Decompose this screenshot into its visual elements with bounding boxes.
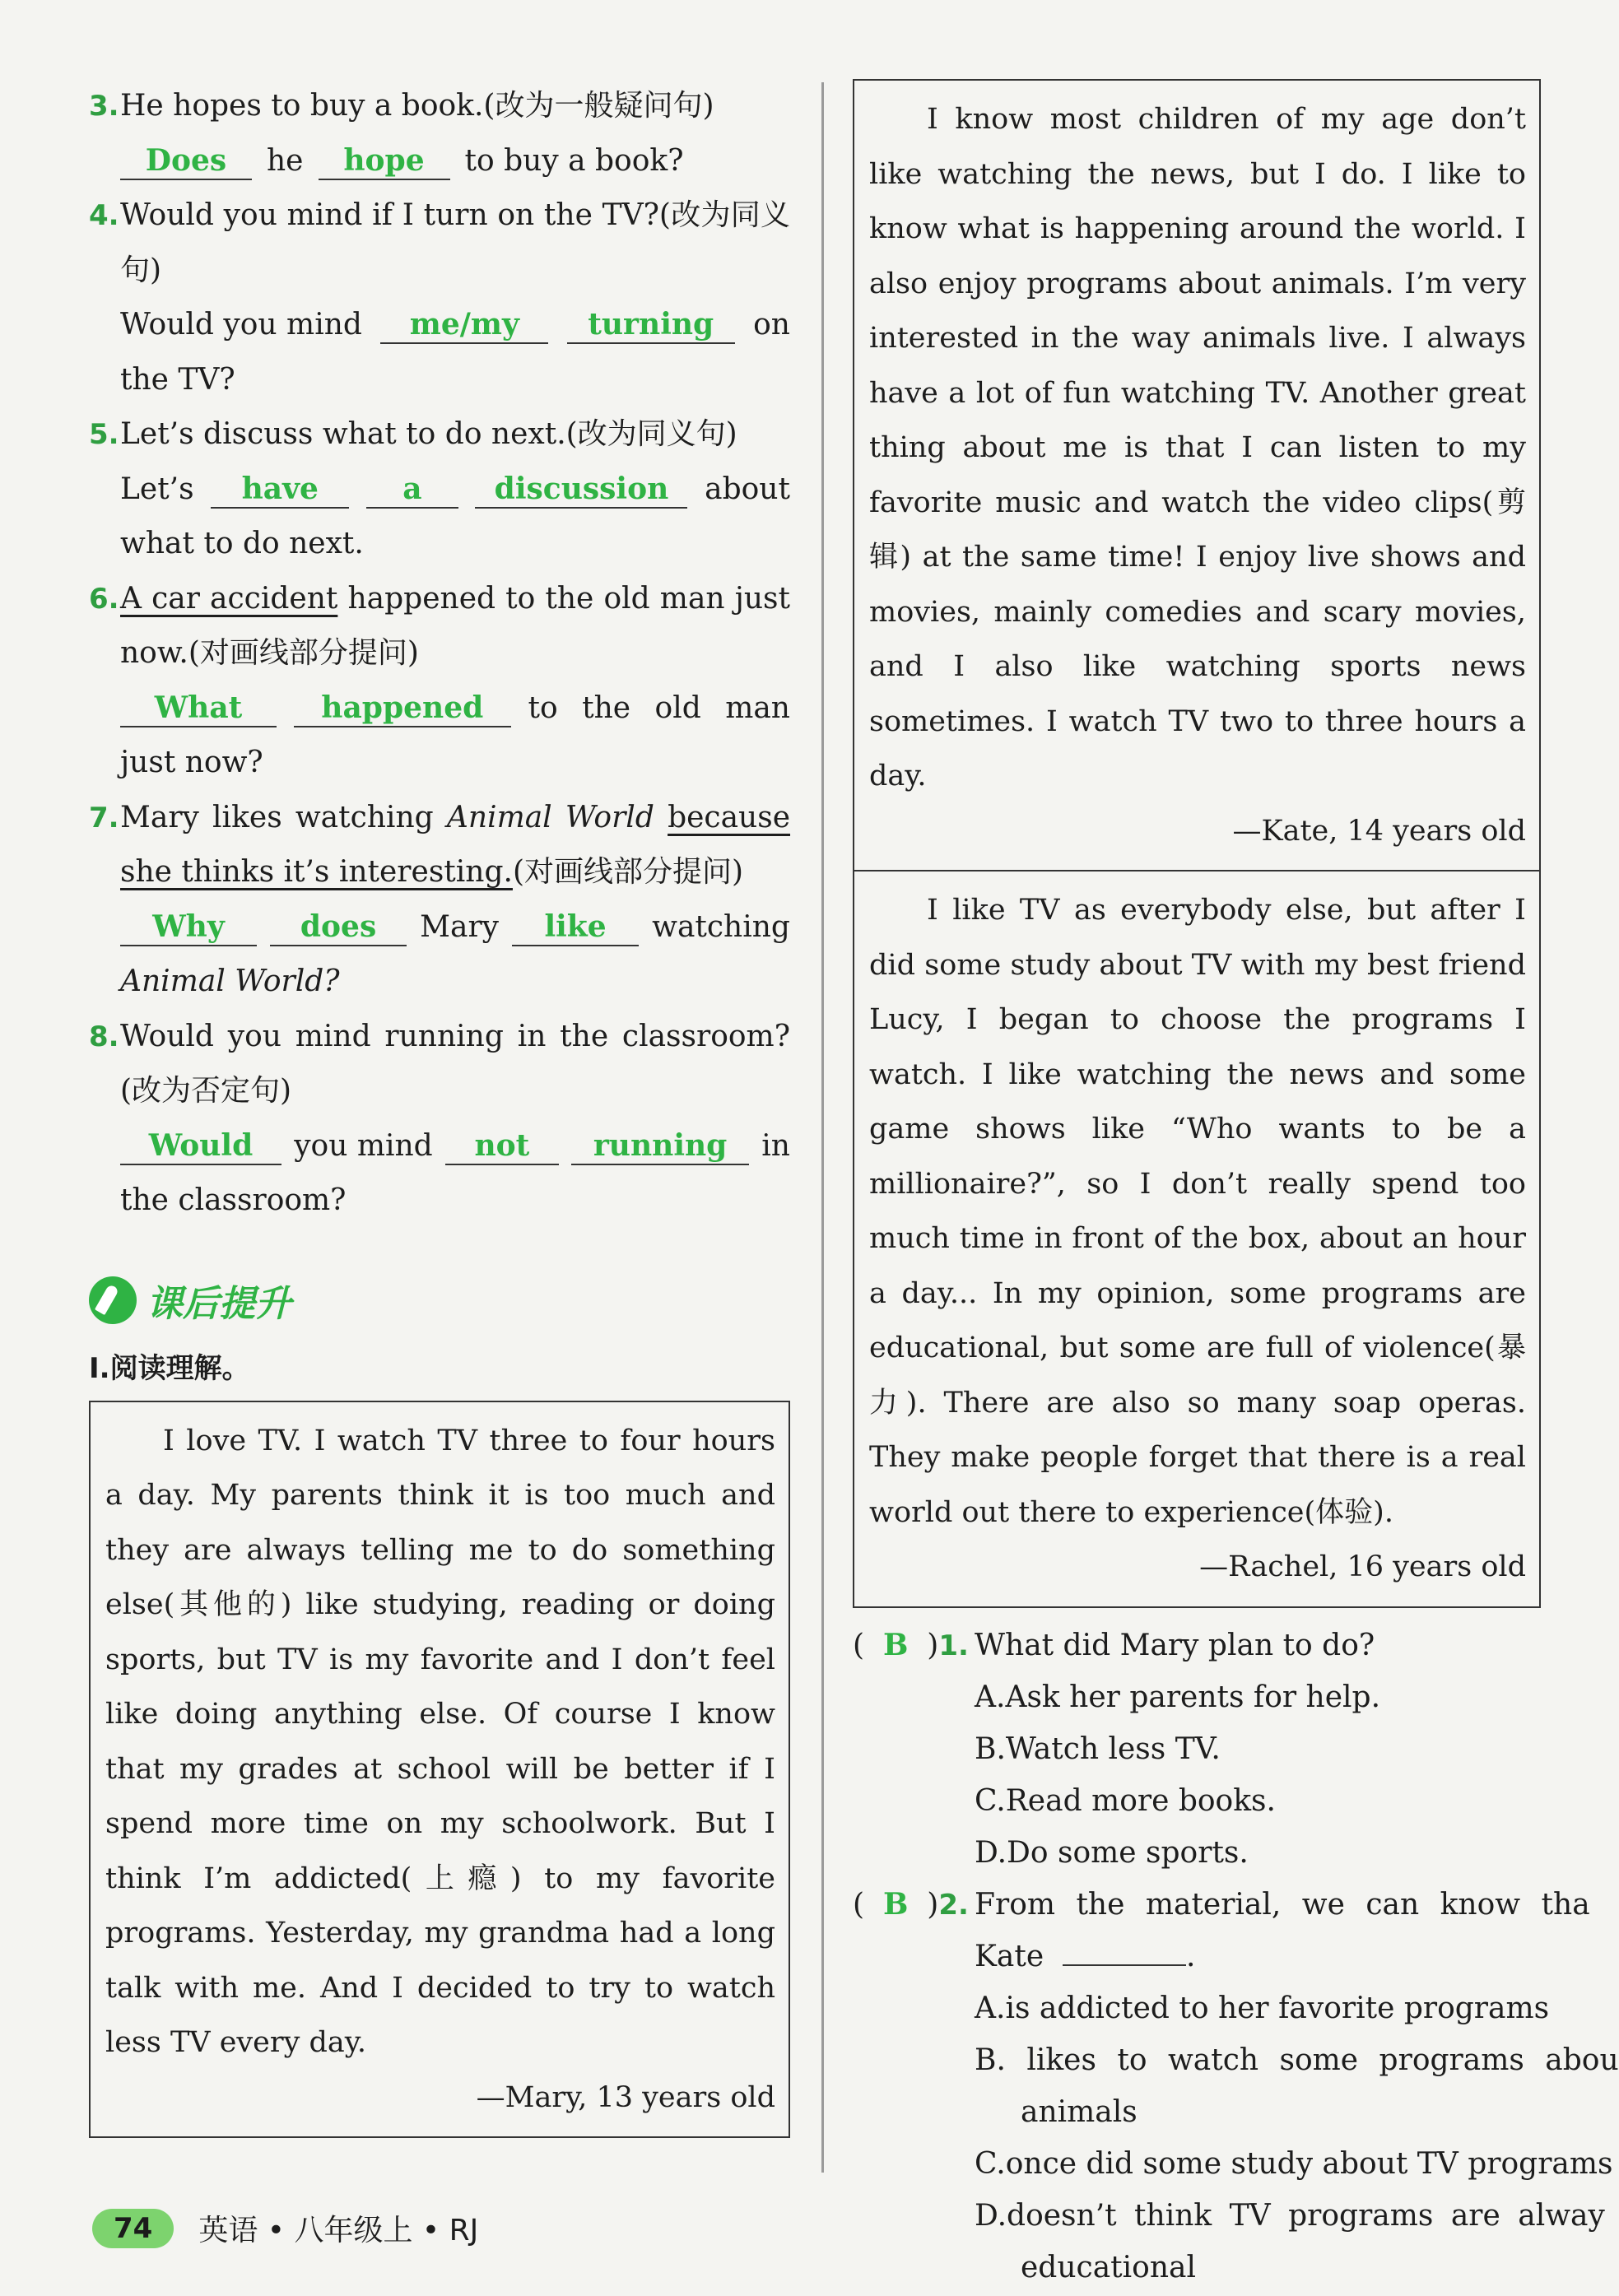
question-prompt: Let’s discuss what to do next.(改为同义句) <box>120 417 737 451</box>
question-prompt: Would you mind running in the classroom?(改为否定句) <box>120 1019 790 1108</box>
mc-stem: What did Mary plan to do? <box>975 1628 1375 1662</box>
page-footer <box>92 2207 478 2249</box>
question-number: 5. <box>89 418 119 451</box>
question-3 <box>89 79 790 188</box>
mc-answer: B <box>882 1886 909 1922</box>
question-number: 2. <box>938 1888 969 1922</box>
question-number: 3. <box>89 90 119 123</box>
passage-signature: —Rachel, 16 years old <box>1199 1550 1526 1583</box>
question-text: he <box>267 143 304 178</box>
section-title: 课后提升 <box>147 1282 291 1325</box>
answer-blank: What <box>120 690 277 727</box>
question-5 <box>89 407 790 572</box>
answer-blank: Would <box>120 1127 281 1165</box>
passage-text: I know most children of my age don’t like watching the news, but I do. I like to know what is happening around the world. I also enjoy programs about animals. I’m very interested in the way animals live. I always have a lot of fun watching TV. Another great thing about me is that I can listen to my favorite music and watch the video clips(剪辑) at the same time! I enjoy live shows and movies, mainly comedies and scary movies, and I also like watching sports news sometimes. I watch TV two to three hours a day. <box>869 103 1526 792</box>
question-text: just now? <box>120 746 263 779</box>
question-text: you mind <box>294 1128 433 1163</box>
passage-kate <box>853 79 1541 870</box>
question-number: 7. <box>89 801 119 834</box>
column-divider <box>821 82 824 2173</box>
answer-blank: me/my <box>380 306 548 344</box>
mc-question-1 <box>853 1620 1541 1671</box>
question-7 <box>89 791 790 1010</box>
answer-blank: happened <box>294 690 511 727</box>
passage-text: I love TV. I watch TV three to four hours a day. My parents think it is too much and they are always telling me to do something else(其他的) like studying, reading or doing sports, but TV is my favorite and I don’t feel like doing anything else. Of course I know that my grades at school will be better if I spend more time on my schoolwork. But I think I’m addicted(上瘾) to my favorite programs. Yesterday, my grandma had a long talk with me. And I decided to try to watch less TV every day. <box>105 1424 775 2059</box>
answer-blank: turning <box>567 306 735 344</box>
mc-option: A.Ask her parents for help. <box>975 1680 1381 1714</box>
mc-option: C.Read more books. <box>975 1783 1276 1818</box>
question-number: 4. <box>89 199 119 232</box>
footer-text: 英语 • 八年级上 • RJ <box>198 2214 479 2247</box>
right-column <box>853 79 1619 2294</box>
passage-signature: —Mary, 13 years old <box>476 2080 775 2114</box>
question-prompt: A car accident happened to the old man just now.(对画线部分提问) <box>120 581 790 670</box>
question-text: the TV? <box>120 362 235 397</box>
question-text: on <box>753 308 790 342</box>
question-number: 1. <box>938 1629 969 1662</box>
mc-option: D.Do some sports. <box>975 1835 1249 1870</box>
page-number: 74 <box>92 2209 174 2248</box>
mc-option-cont: animals <box>1021 2094 1137 2129</box>
question-text: Animal World? <box>120 964 340 998</box>
question-prompt: Would you mind if I turn on the TV?(改为同义句) <box>120 198 790 287</box>
question-number: 6. <box>89 582 119 616</box>
question-text: watching <box>652 909 790 944</box>
question-8 <box>89 1010 790 1229</box>
answer-paren: ( B )1. <box>853 1627 969 1662</box>
mc-answer: B <box>882 1627 909 1662</box>
answer-blank: discussion <box>475 471 687 509</box>
passage-signature: —Kate, 14 years old <box>1232 814 1526 848</box>
answer-blank: not <box>445 1127 559 1165</box>
passage-rachel <box>853 870 1541 1608</box>
mc-option: B. likes to watch some programs abou <box>975 2043 1619 2077</box>
answer-blank: hope <box>319 142 450 180</box>
leaf-icon <box>89 1276 137 1324</box>
mc-option: A.is addicted to her favorite programs <box>975 1991 1550 2025</box>
question-prompt: He hopes to buy a book.(改为一般疑问句) <box>120 89 714 123</box>
passage-text: I like TV as everybody else, but after I did some study about TV with my best friend Lucy, I began to choose the programs I watch. I like watching the news and some game shows like “Who wants to be a millionaire?”, so I don’t really spend too much time in front of the box, about an hour a day... In my opinion, some programs are educational, but some are full of violence(暴力). There are also so many soap operas. They make people forget that there is a real world out there to experience(体验). <box>869 894 1526 1529</box>
question-text: in <box>761 1128 790 1163</box>
question-text: Let’s <box>120 472 194 506</box>
section-heading <box>89 1271 790 1329</box>
underlined-part: A car accident <box>120 581 338 616</box>
underlined-part: because she thinks it’s interesting. <box>120 800 791 889</box>
mc-stem-cont: Kate . <box>975 1939 1196 1973</box>
answer-blank: Does <box>120 142 252 180</box>
question-text: about <box>705 472 790 506</box>
question-4 <box>89 188 790 407</box>
answer-blank: a <box>366 471 458 509</box>
answer-paren: ( B )2. <box>853 1886 969 1922</box>
answer-blank: Why <box>120 909 257 946</box>
mc-stem: From the material, we can know tha <box>975 1887 1590 1922</box>
question-prompt: Mary likes watching Animal World because she thinks it’s interesting.(对画线部分提问) <box>120 800 791 889</box>
answer-blank: like <box>512 909 639 946</box>
passage-mary <box>89 1401 790 2139</box>
mc-question-2 <box>853 1879 1590 1931</box>
answer-blank: have <box>211 471 349 509</box>
mc-option-cont: educational <box>1021 2250 1196 2284</box>
mc-option: B.Watch less TV. <box>975 1731 1221 1766</box>
left-column <box>89 79 790 2138</box>
answer-blank: does <box>270 909 407 946</box>
question-text: the classroom? <box>120 1183 347 1217</box>
question-text: what to do next. <box>120 527 364 560</box>
question-text: Mary <box>420 909 499 944</box>
answer-blank: running <box>571 1127 749 1165</box>
question-text: to the old man <box>528 690 790 725</box>
question-6 <box>89 572 790 791</box>
question-number: 8. <box>89 1020 119 1053</box>
answer-blank <box>1063 1940 1186 1966</box>
question-text: to buy a book? <box>464 143 684 178</box>
mc-option: D.doesn’t think TV programs are alway <box>975 2198 1605 2233</box>
mc-option: C.once did some study about TV programs <box>975 2146 1613 2181</box>
question-text: Would you mind <box>120 308 362 342</box>
sub-heading: Ⅰ.阅读理解。 <box>89 1351 250 1385</box>
